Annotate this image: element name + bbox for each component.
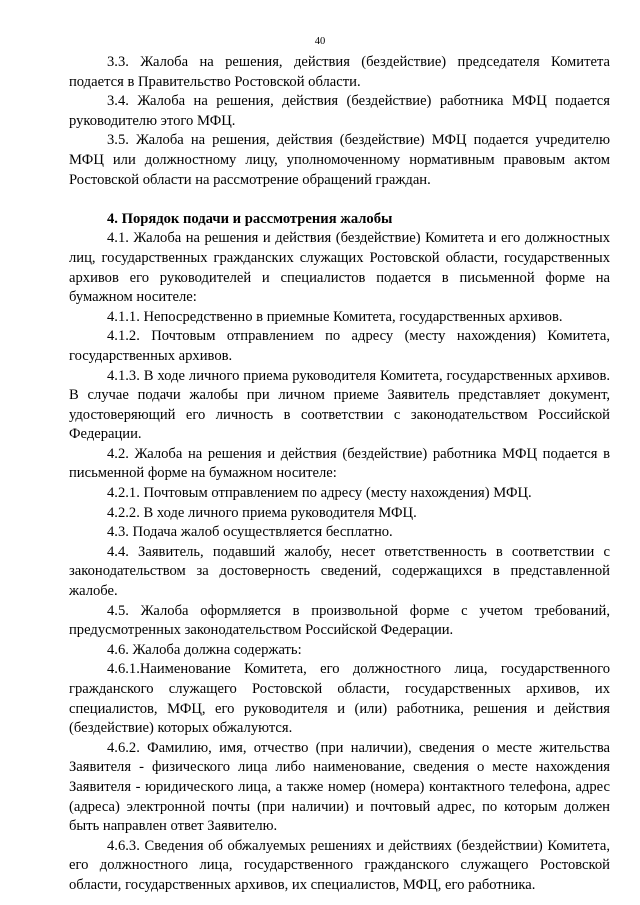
paragraph-4-1-2: 4.1.2. Почтовым отправлением по адресу (месту нахождения) Комитета, государственных архивов. (69, 328, 610, 364)
paragraph-4-2: 4.2. Жалоба на решения и действия (бездействие) работника МФЦ подается в письменной форме на бумажном носителе: (69, 445, 610, 482)
paragraph-4-2-1: 4.2.1. Почтовым отправлением по адресу (месту нахождения) МФЦ. (107, 485, 532, 502)
paragraph-4-6: 4.6. Жалоба должна содержать: (107, 641, 302, 658)
paragraph-3-3: 3.3. Жалоба на решения, действия (бездействие) председателя Комитета подается в Правительство Ростовской области. (69, 54, 610, 90)
paragraph-4-3: 4.3. Подача жалоб осуществляется бесплатно. (107, 524, 393, 541)
document-body (69, 53, 610, 896)
paragraph-4-1: 4.1. Жалоба на решения и действия (бездействие) Комитета и его должностных лиц, государственных гражданских служащих Ростовской области, государственных архивов его руководителей и специалистов подается в письменной форме на бумажном носителе: (69, 230, 610, 306)
paragraph-4-1-1: 4.1.1. Непосредственно в приемные Комитета, государственных архивов. (107, 308, 563, 325)
paragraph-4-5: 4.5. Жалоба оформляется в произвольной форме с учетом требований, предусмотренных законодательством Российской Федерации. (69, 602, 610, 639)
paragraph-3-5: 3.5. Жалоба на решения, действия (бездействие) МФЦ подается учредителю МФЦ или должностному лицу, уполномоченному нормативным правовым актом Ростовской области на рассмотрение обращений граждан. (69, 132, 610, 188)
paragraph-4-2-2: 4.2.2. В ходе личного приема руководителя МФЦ. (107, 504, 417, 521)
paragraph-4-1-3: 4.1.3. В ходе личного приема руководителя Комитета, государственных архивов. В случае подачи жалобы при личном приеме Заявитель представляет документ, удостоверяющий его личность в соответствии с законодательством Российской Федерации. (69, 367, 610, 443)
paragraph-3-4: 3.4. Жалоба на решения, действия (бездействие) работника МФЦ подается руководителю этого МФЦ. (69, 93, 610, 129)
paragraph-4-6-2: 4.6.2. Фамилию, имя, отчество (при наличии), сведения о месте жительства Заявителя - физического лица либо наименование, сведения о месте нахождения Заявителя - юридического лица, а также номер (номера) контактного телефона, адрес (адреса) электронной почты (при наличии) и почтовый адрес, по которым должен быть направлен ответ Заявителю. (69, 739, 610, 835)
paragraph-4-6-1: 4.6.1.Наименование Комитета, его должностного лица, государственного гражданского служащего Ростовской области, государственных архивов, их специалистов, МФЦ, его руководителя и (или) работника, решения и действия (бездействие) которых обжалуются. (69, 661, 610, 737)
page-number: 40 (314, 36, 326, 47)
paragraph-4-4: 4.4. Заявитель, подавший жалобу, несет ответственность в соответствии с законодательством за достоверность сведений, содержащихся в представленной жалобе. (69, 543, 610, 600)
section-heading: 4. Порядок подачи и рассмотрения жалобы (107, 210, 393, 227)
paragraph-4-6-3: 4.6.3. Сведения об обжалуемых решениях и действиях (бездействии) Комитета, его должностного лица, государственного гражданского служащего Ростовской области, государственных архивов, их специалистов, МФЦ, его работника. (69, 837, 610, 893)
